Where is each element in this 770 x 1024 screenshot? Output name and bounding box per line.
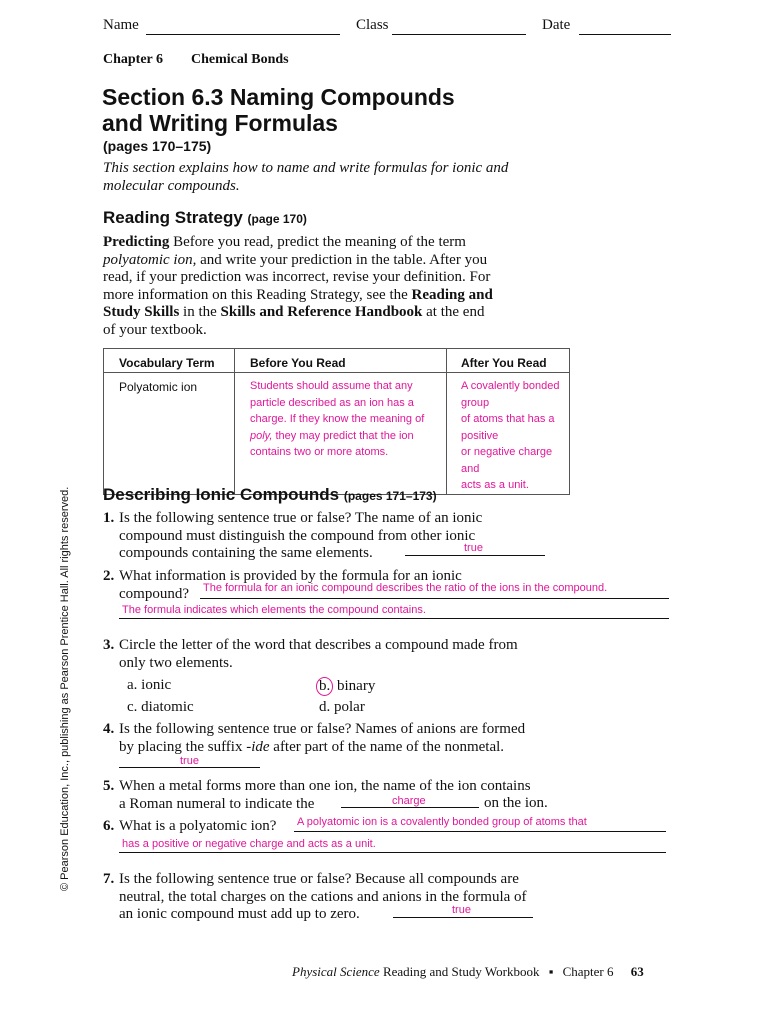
q6-answer-line2: has a positive or negative charge and acts as a unit. xyxy=(122,838,376,850)
q7-answer-blank[interactable] xyxy=(393,917,533,918)
header-before-you-read: Before You Read xyxy=(250,356,346,370)
chapter-number: Chapter 6 xyxy=(103,52,164,67)
reading-strategy-heading: Reading Strategy (page 170) xyxy=(103,208,307,227)
q3-option-c[interactable]: c. diatomic xyxy=(127,699,194,715)
date-blank[interactable] xyxy=(579,34,671,35)
q3-circle-mark: b. xyxy=(316,677,333,696)
question-4: 4. Is the following sentence true or false? Names of anions are formed by placing the suffix -ide after part of the name of the nonmetal. xyxy=(103,721,526,755)
reading-strategy-text: Predicting Before you read, predict the meaning of the term polyatomic ion, and write your prediction in the table. After you read, if your prediction was incorrect, revise your definition. For more information on this Reading Strategy, see the Reading and Study Skills in the Skills and Reference Handbook at the end of your textbook. xyxy=(103,234,493,338)
question-7: 7. Is the following sentence true or false? Because all compounds are neutral, the total charges on the cations and anions in the formula of an ionic compound must add up to zero. xyxy=(103,871,527,922)
question-6: 6. What is a polyatomic ion? xyxy=(103,818,277,834)
describing-heading: Describing Ionic Compounds (pages 171–173) xyxy=(103,485,437,504)
page-number: 63 xyxy=(630,964,644,979)
section-title xyxy=(102,84,455,136)
question-1: 1. Is the following sentence true or false? The name of an ionic compound must distinguish the compound from other ionic compounds containing the same elements. xyxy=(103,510,483,561)
question-2: 2. What information is provided by the formula for an ionic compound? xyxy=(103,568,462,602)
section-pages: (pages 170–175) xyxy=(103,138,212,154)
q1-answer-blank[interactable] xyxy=(405,555,545,556)
date-label: Date xyxy=(542,17,571,33)
q6-answer-blank-1[interactable] xyxy=(294,831,666,832)
name-label: Name xyxy=(103,17,139,33)
after-you-read-answer[interactable]: A covalently bonded group of atoms that has a positive or negative charge and acts as a unit. xyxy=(447,373,570,495)
header-after-you-read: After You Read xyxy=(461,356,547,370)
q2-answer-blank-1[interactable] xyxy=(200,598,669,599)
q6-answer-blank-2[interactable] xyxy=(119,852,666,853)
copyright-notice: © Pearson Education, Inc., publishing as Pearson Prentice Hall. All rights reserved. xyxy=(59,486,71,891)
q1-answer: true xyxy=(464,542,483,554)
header-vocabulary-term: Vocabulary Term xyxy=(119,356,215,370)
footer-bullet: ▪ xyxy=(548,964,554,979)
footer: Physical Science Reading and Study Workbook ▪ Chapter 6 63 xyxy=(292,964,644,979)
chapter-title: Chemical Bonds xyxy=(191,52,289,67)
class-label: Class xyxy=(356,17,389,33)
q2-answer-blank-2[interactable] xyxy=(119,618,669,619)
q2-answer-line2: The formula indicates which elements the compound contains. xyxy=(122,604,426,616)
q6-answer-line1: A polyatomic ion is a covalently bonded group of atoms that xyxy=(297,816,587,828)
section-title-line1: Section 6.3 Naming Compounds xyxy=(102,84,455,110)
q4-answer: true xyxy=(180,755,199,767)
class-blank[interactable] xyxy=(392,34,526,35)
term-polyatomic-ion: Polyatomic ion xyxy=(119,380,198,394)
vocabulary-table xyxy=(103,348,570,495)
question-5: 5. When a metal forms more than one ion, the name of the ion contains a Roman numeral to indicate the xyxy=(103,778,531,812)
q2-answer-line1: The formula for an ionic compound describes the ratio of the ions in the compound. xyxy=(203,582,608,594)
before-you-read-answer[interactable]: Students should assume that any particle described as an ion has a charge. If they know the meaning of poly, they may predict that the ion contains two or more atoms. xyxy=(235,373,447,495)
name-blank[interactable] xyxy=(146,34,340,35)
q5-answer: charge xyxy=(392,795,426,807)
q3-option-b[interactable]: b. binary xyxy=(319,677,375,696)
footer-book-title: Physical Science xyxy=(292,964,380,979)
q5-answer-blank[interactable] xyxy=(341,807,479,808)
question-3: 3. Circle the letter of the word that describes a compound made from only two elements. xyxy=(103,637,518,671)
q5-text-end: on the ion. xyxy=(484,795,548,811)
section-title-line2: and Writing Formulas xyxy=(102,110,338,136)
q3-option-a[interactable]: a. ionic xyxy=(127,677,172,693)
q3-option-d[interactable]: d. polar xyxy=(319,699,365,715)
section-intro: This section explains how to name and write formulas for ionic and molecular compounds. xyxy=(103,160,509,194)
q7-answer: true xyxy=(452,904,471,916)
footer-chapter: Chapter 6 xyxy=(562,964,614,979)
q4-answer-blank[interactable] xyxy=(119,767,260,768)
